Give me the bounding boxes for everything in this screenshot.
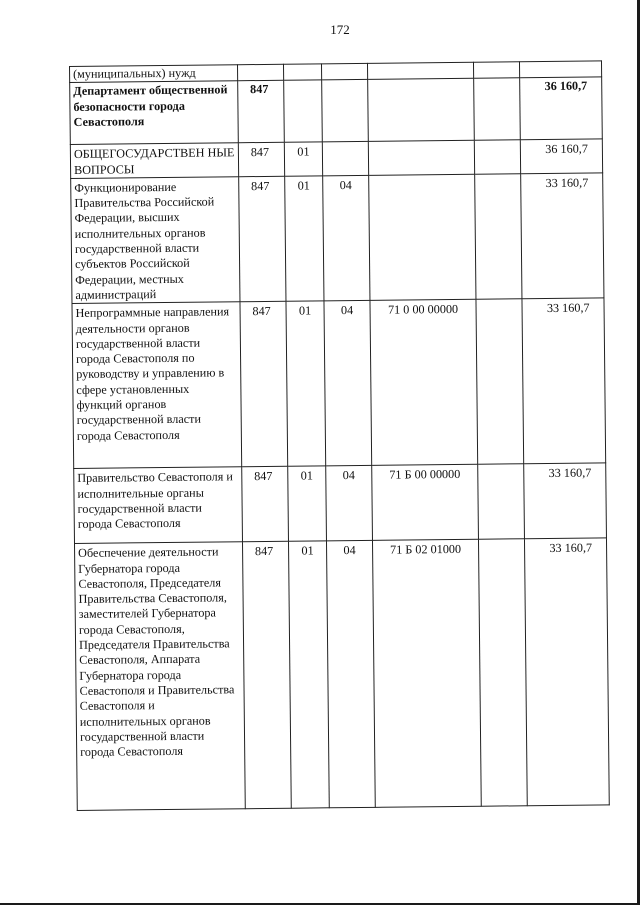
budget-table [69,60,610,811]
table-row [74,463,607,544]
row-subsection: 04 [324,301,372,466]
page-number: 172 [330,22,350,37]
row-amount [519,61,601,78]
row-section [283,64,321,81]
row-subsection [322,142,368,176]
row-section: 01 [285,176,324,302]
row-name: Функционирование Правительства Российской Федерации, высших исполнительных органов государственной власти субъектов Российской Федерации, местных администраций [71,177,240,304]
row-amount: 33 160,7 [521,173,604,299]
row-target-article: 71 0 00 00000 [370,300,478,466]
row-amount: 36 160,7 [520,77,603,140]
row-ministry: 847 [238,143,284,177]
row-ministry: 847 [240,302,288,467]
row-expense-type [474,78,521,140]
row-target-article: 71 Б 00 00000 [372,465,479,541]
row-target-article [369,174,476,300]
row-name: Департамент общественной безопасности города Севастополя [70,81,239,145]
row-ministry [237,64,283,81]
row-name: Непрограммные направления деятельности органов государственной власти города Севастополя по руководству и управлению в сфере установленных функций органов государственной власти города Севастополя [72,302,242,469]
row-expense-type [475,174,522,300]
row-ministry: 847 [242,466,289,541]
row-expense-type [476,299,524,464]
row-section [284,80,323,142]
row-name: ОБЩЕГОСУДАРСТВЕН НЫЕ ВОПРОСЫ [70,143,238,178]
row-amount: 33 160,7 [522,298,606,464]
row-subsection [321,63,367,80]
table-row [71,173,604,304]
row-amount: 33 160,7 [524,463,607,539]
row-amount: 36 160,7 [520,139,602,173]
row-target-article: 71 Б 02 01000 [372,540,481,808]
table-row [70,77,603,145]
row-subsection [322,80,369,142]
row-name: Правительство Севастополя и исполнительные органы государственной власти города Севастополя [74,467,243,544]
row-subsection: 04 [326,466,373,541]
table-row [72,298,606,469]
row-ministry: 847 [238,81,285,143]
row-section: 01 [284,142,322,176]
row-amount: 33 160,7 [524,538,609,806]
row-subsection: 04 [323,175,370,301]
row-name: Обеспечение деятельности Губернатора города Севастополя, Председателя Правительства Севастополя, заместителей Губернатора города Севастополя, Председателя Правительства Севастополя, Аппарата Губернатора города Севастополя и Правительства Севастополя и исполнительных органов государственной власти города Севастополя [75,542,246,811]
row-subsection: 04 [326,541,375,808]
table-row [75,538,610,811]
row-expense-type [473,62,519,79]
row-ministry: 847 [239,176,286,302]
row-expense-type [478,464,525,539]
row-section: 01 [288,541,329,808]
row-name: (муниципальных) нужд [70,65,238,83]
row-expense-type [474,140,520,174]
row-target-article [367,62,473,79]
table-row [70,139,602,178]
row-ministry: 847 [242,541,291,808]
row-section: 01 [286,301,326,466]
row-section: 01 [288,466,327,541]
row-target-article [368,79,475,142]
row-expense-type [478,539,527,806]
row-target-article [368,141,474,176]
